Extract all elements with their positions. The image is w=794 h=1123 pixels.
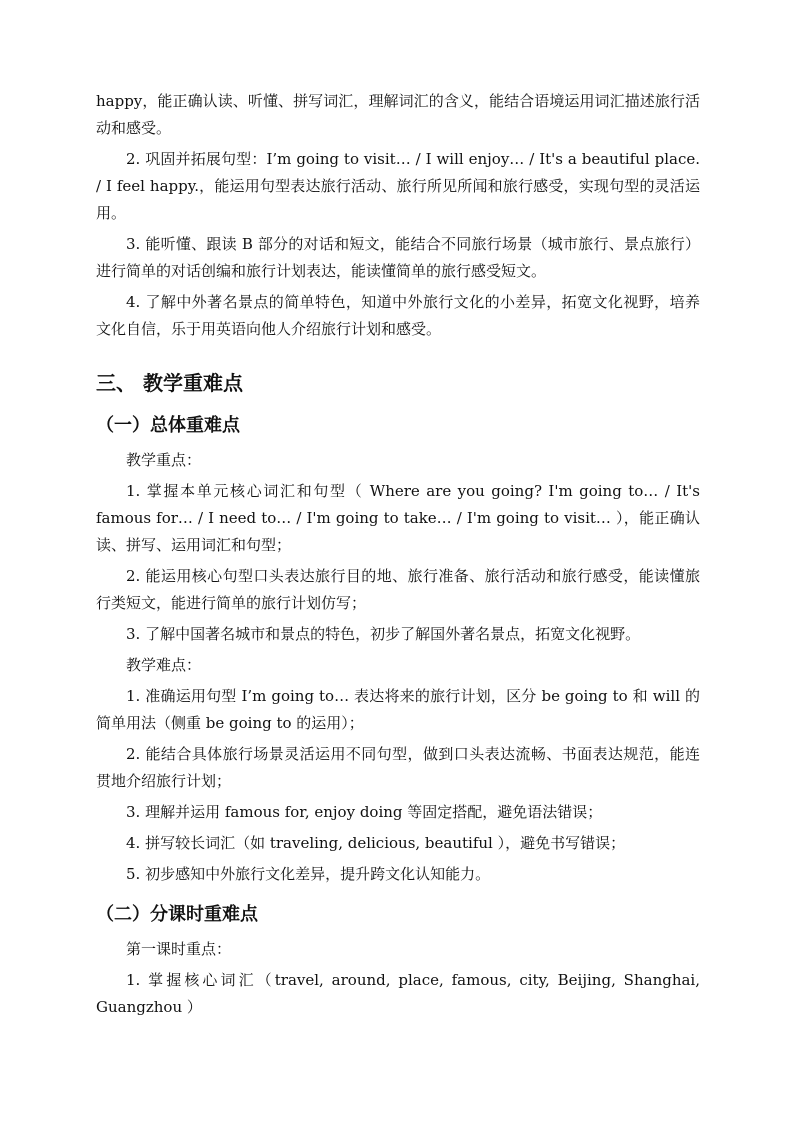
difficulty-item-3: 3. 理解并运用 famous for, enjoy doing 等固定搭配，避免语法错误； — [126, 803, 603, 821]
document-page — [96, 88, 700, 1025]
difficulty-item-4: 4. 拼写较长词汇（如 traveling, delicious, beautiful ），避免书写错误； — [126, 834, 626, 852]
subsection-overall-heading: （一）总体重难点 — [96, 415, 240, 436]
lesson1-focus-label: 第一课时重点： — [126, 940, 232, 958]
focus-item-1: 1. 掌握本单元核心词汇和句型（ Where are you going? I'm going to… / It's famous for… / I need to… / I'm going to take… / I'm going to visit… ），能正确认读、拼写、运用词汇和句型； — [96, 482, 700, 554]
teaching-difficulty-label: 教学难点： — [126, 656, 202, 674]
subsection-lesson-heading: （二）分课时重难点 — [96, 904, 258, 925]
difficulty-item-1: 1. 准确运用句型 I’m going to… 表达将来的旅行计划，区分 be going to 和 will 的简单用法（侧重 be going to 的运用）； — [96, 687, 700, 732]
intro-paragraph-1: happy，能正确认读、听懂、拼写词汇，理解词汇的含义，能结合语境运用词汇描述旅行活动和感受。 — [96, 92, 700, 137]
intro-paragraph-2: 2. 巩固并拓展句型：I’m going to visit… / I will enjoy… / It's a beautiful place. / I feel happy.，能运用句型表达旅行活动、旅行所见所闻和旅行感受，实现句型的灵活运用。 — [96, 150, 700, 222]
intro-paragraph-4: 4. 了解中外著名景点的简单特色，知道中外旅行文化的小差异，拓宽文化视野，培养文化自信，乐于用英语向他人介绍旅行计划和感受。 — [96, 293, 700, 338]
teaching-focus-label: 教学重点： — [126, 451, 202, 469]
difficulty-item-2: 2. 能结合具体旅行场景灵活运用不同句型，做到口头表达流畅、书面表达规范，能连贯地介绍旅行计划； — [96, 745, 700, 790]
focus-item-3: 3. 了解中国著名城市和景点的特色，初步了解国外著名景点，拓宽文化视野。 — [126, 625, 641, 643]
section-3-heading: 三、 教学重难点 — [96, 371, 243, 395]
difficulty-item-5: 5. 初步感知中外旅行文化差异，提升跨文化认知能力。 — [126, 865, 491, 883]
lesson1-item-1: 1. 掌握核心词汇（travel, around, place, famous, city, Beijing, Shanghai, Guangzhou ） — [96, 971, 700, 1016]
focus-item-2: 2. 能运用核心句型口头表达旅行目的地、旅行准备、旅行活动和旅行感受，能读懂旅行类短文，能进行简单的旅行计划仿写； — [96, 567, 700, 612]
intro-paragraph-3: 3. 能听懂、跟读 B 部分的对话和短文，能结合不同旅行场景（城市旅行、景点旅行）进行简单的对话创编和旅行计划表达，能读懂简单的旅行感受短文。 — [96, 235, 700, 280]
